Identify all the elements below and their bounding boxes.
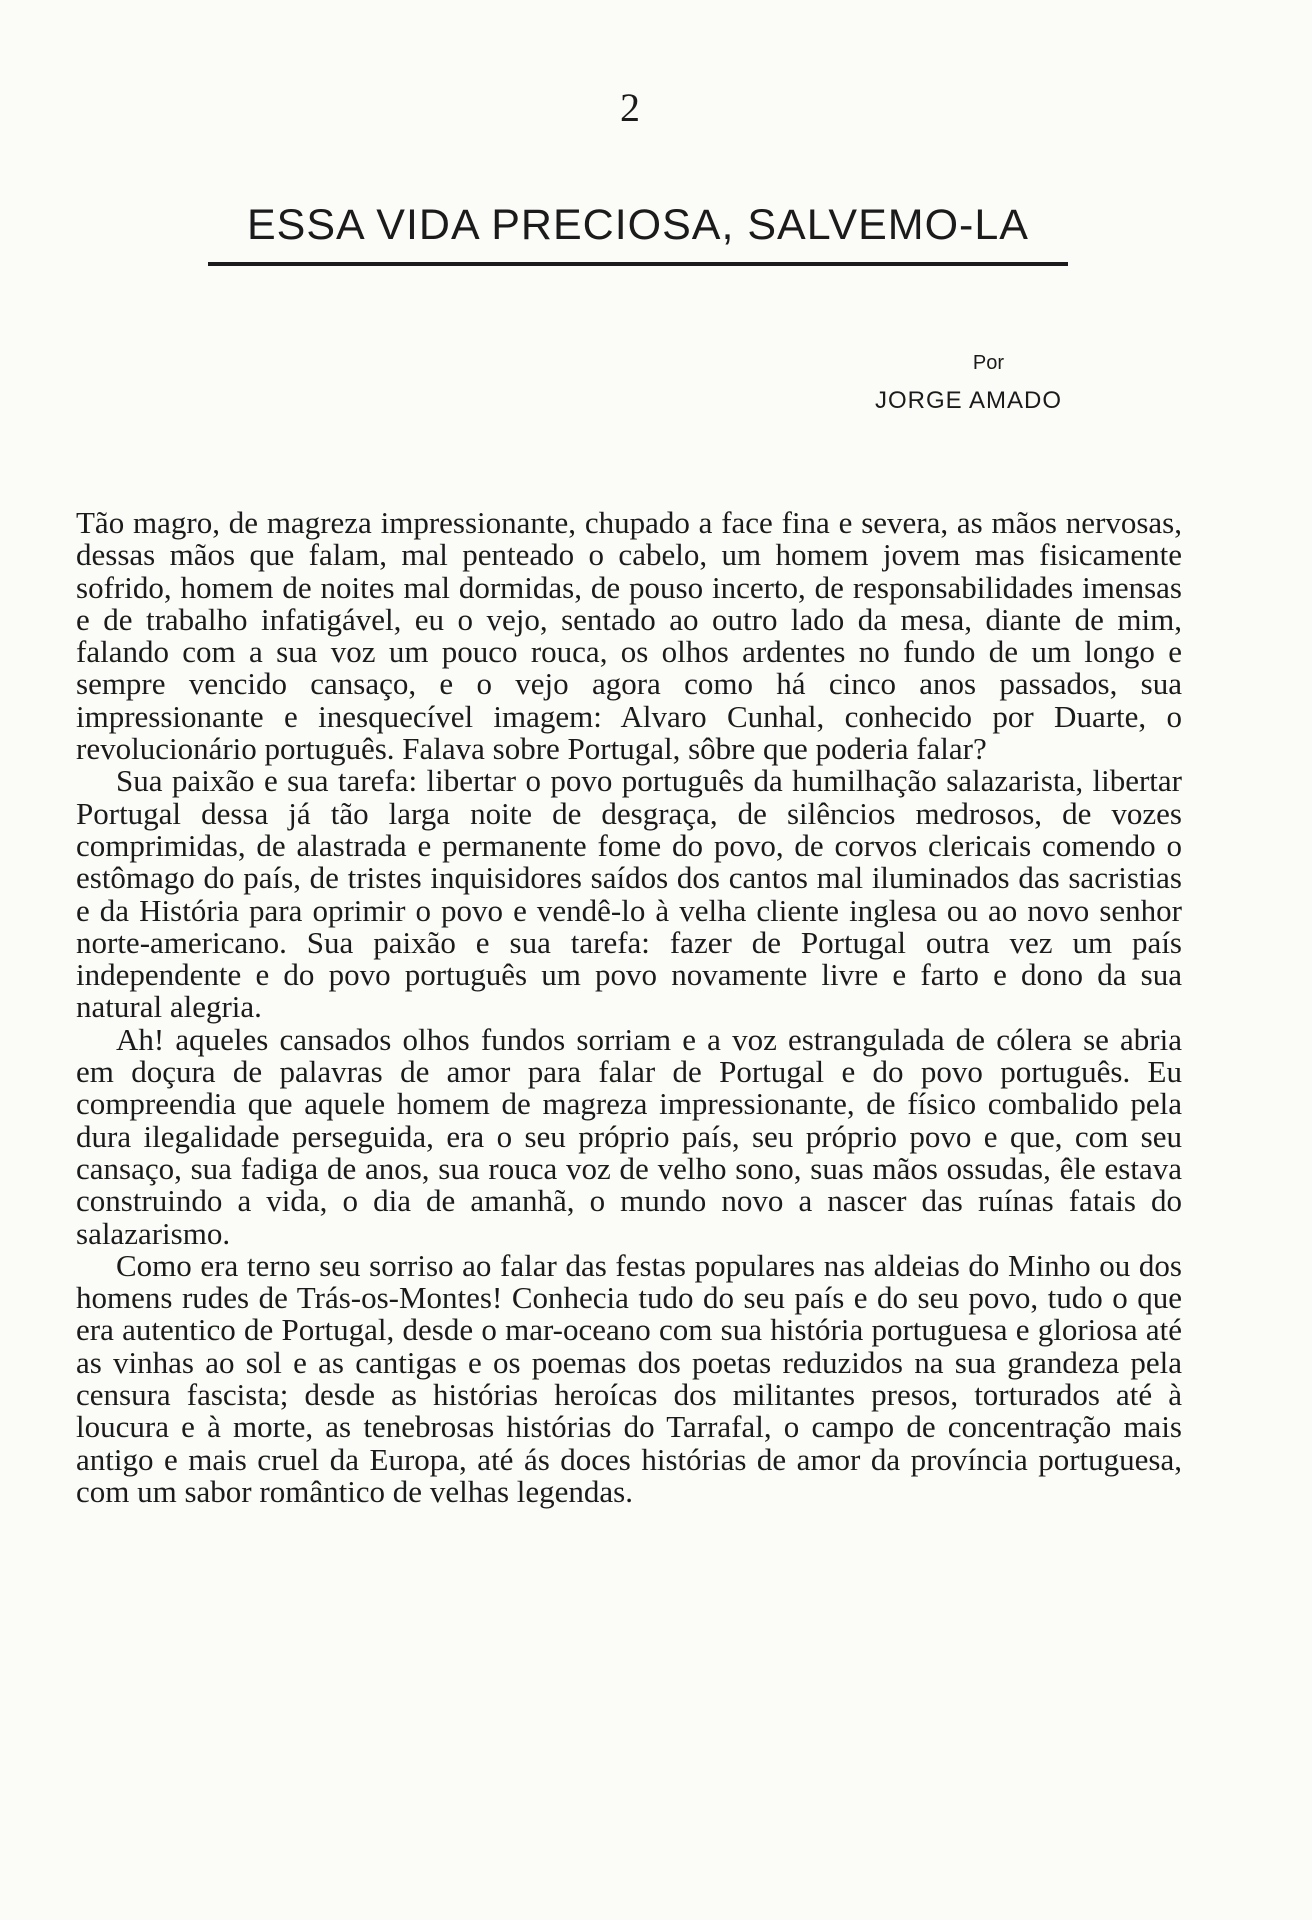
article-body [76, 507, 1182, 1508]
paragraph-3: Ah! aqueles cansados olhos fundos sorriam e a voz estrangulada de cólera se abria em doçura de palavras de amor para falar de Portugal e do povo português. Eu compreendia que aquele homem de magreza impressionante, de físico combalido pela dura ilegalidade perseguida, era o seu próprio país, seu próprio povo e que, com seu cansaço, sua fadiga de anos, sua rouca voz de velho sono, suas mãos ossudas, êle estava construindo a vida, o dia de amanhã, o mundo novo a nascer das ruínas fatais do salazarismo. [76, 1021, 1182, 1251]
page-number: 2 [620, 85, 640, 130]
paragraph-2: Sua paixão e sua tarefa: libertar o povo português da humilhação salazarista, libertar Portugal dessa já tão larga noite de desgraça, de silêncios medrosos, de vozes comprimidas, de alastrada e permanente fome do povo, de corvos clericais comendo o estômago do país, de tristes inquisidores saídos dos cantos mal iluminados das sacristias e da História para oprimir o povo e vendê-lo à velha cliente inglesa ou ao novo senhor norte-americano. Sua paixão e sua tarefa: fazer de Portugal outra vez um país independente e do povo português um povo novamente livre e farto e dono da sua natural alegria. [76, 763, 1182, 1025]
paragraph-4: Como era terno seu sorriso ao falar das festas populares nas aldeias do Minho ou dos homens rudes de Trás-os-Montes! Conhecia tudo do seu país e do seu povo, tudo o que era autentico de Portugal, desde o mar-oceano com sua história portuguesa e gloriosa até as vinhas ao sol e as cantigas e os poemas dos poetas reduzidos na sua grandeza pela censura fascista; desde as histórias heroícas dos militantes presos, torturados até à loucura e à morte, as tenebrosas histórias do Tarrafal, o campo de concentração mais antigo e mais cruel da Europa, até ás doces histórias de amor da província portuguesa, com um sabor romântico de velhas legendas. [76, 1247, 1182, 1509]
author-name: JORGE AMADO [874, 387, 1062, 414]
byline [875, 352, 1062, 415]
title-underline [208, 262, 1068, 266]
byline-label: Por [972, 352, 1004, 374]
article-title-block [208, 200, 1068, 266]
paragraph-1: Tão magro, de magreza impressionante, chupado a face fina e severa, as mãos nervosas, dessas mãos que falam, mal penteado o cabelo, um homem jovem mas fisicamente sofrido, homem de noites mal dormidas, de pouso incerto, de responsabilidades imensas e de trabalho infatigável, eu o vejo, sentado ao outro lado da mesa, diante de mim, falando com a sua voz um pouco rouca, os olhos ardentes no fundo de um longo e sempre vencido cansaço, e o vejo agora como há cinco anos passados, sua impressionante e inesquecível imagem: Alvaro Cunhal, conhecido por Duarte, o revolucionário português. Falava sobre Portugal, sôbre que poderia falar? [76, 505, 1182, 767]
article-title: ESSA VIDA PRECIOSA, SALVEMO-LA [247, 201, 1029, 249]
